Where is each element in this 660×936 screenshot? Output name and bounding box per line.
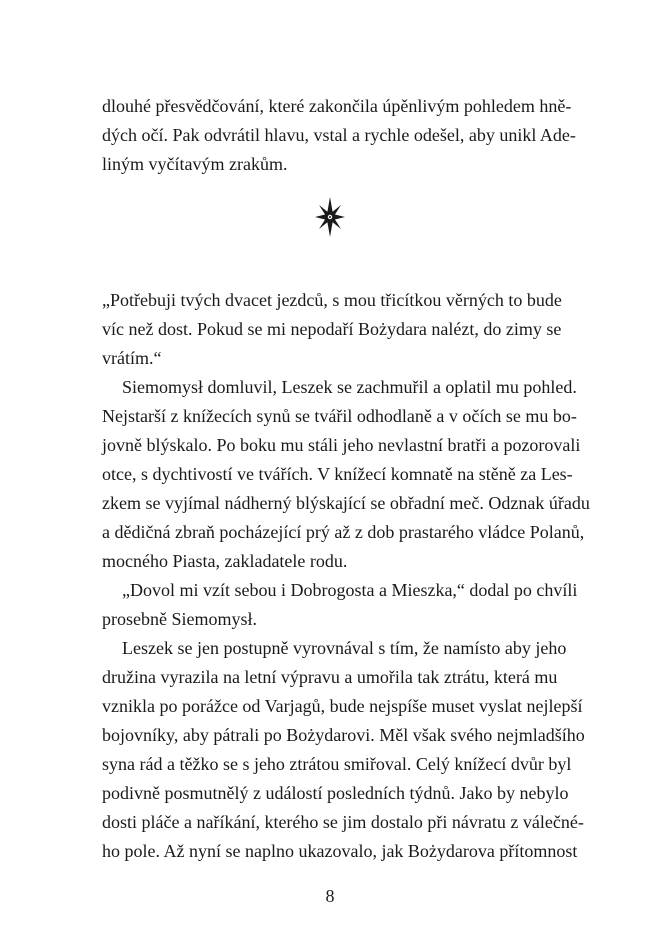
text-line: syna rád a těžko se s jeho ztrátou smiřoval. Celý knížecí dvůr byl: [102, 754, 572, 774]
text-line: dlouhé přesvědčování, které zakončila úpěnlivým pohledem hně-: [102, 96, 572, 116]
text-line: družina vyrazila na letní výpravu a umořila tak ztrátu, která mu: [102, 667, 558, 687]
text-line: podivně posmutnělý z událostí posledních týdnů. Jako by nebylo: [102, 783, 569, 803]
text-line: „Potřebuji tvých dvacet jezdců, s mou třicítkou věrných to bude: [102, 290, 562, 310]
text-line: vznikla po porážce od Varjagů, bude nejspíše muset vyslat nejlepší: [102, 696, 583, 716]
page-number: 8: [325, 886, 335, 906]
text-line: bojovníky, aby pátrali po Bożydarovi. Měl však svého nejmladšího: [102, 725, 585, 745]
text-line: mocného Piasta, zakladatele rodu.: [102, 551, 348, 571]
text-line: Siemomysł domluvil, Leszek se zachmuřil a oplatil mu pohled.: [122, 377, 577, 397]
text-line: dosti pláče a naříkání, kterého se jim dostalo při návratu z válečné-: [102, 812, 584, 832]
text-line: zkem se vyjímal nádherný blýskající se obřadní meč. Odznak úřadu: [102, 493, 590, 513]
text-line: Nejstarší z knížecích synů se tvářil odhodlaně a v očích se mu bo-: [102, 406, 577, 426]
text-line: otce, s dychtivostí ve tvářích. V knížecí komnatě na stěně za Les-: [102, 464, 573, 484]
text-line: liným vyčítavým zrakům.: [102, 154, 288, 174]
text-line: dých očí. Pak odvrátil hlavu, vstal a rychle odešel, aby unikl Ade-: [102, 125, 576, 145]
text-line: „Dovol mi vzít sebou i Dobrogosta a Mieszka,“ dodal po chvíli: [122, 580, 578, 600]
text-line: a dědičná zbraň pocházející prý až z dob prastarého vládce Polanů,: [102, 522, 585, 542]
text-line: víc než dost. Pokud se mi nepodaří Bożydara nalézt, do zimy se: [102, 319, 562, 339]
compass-star-ornament-icon: [314, 196, 346, 238]
text-line: jovně blýskalo. Po boku mu stáli jeho nevlastní bratři a pozorovali: [102, 435, 581, 455]
text-line: ho pole. Až nyní se naplno ukazovalo, jak Bożydarova přítomnost: [102, 841, 578, 861]
text-line: prosebně Siemomysł.: [102, 609, 257, 629]
text-line: Leszek se jen postupně vyrovnával s tím, že namísto aby jeho: [122, 638, 567, 658]
text-line: vrátím.“: [102, 348, 162, 368]
